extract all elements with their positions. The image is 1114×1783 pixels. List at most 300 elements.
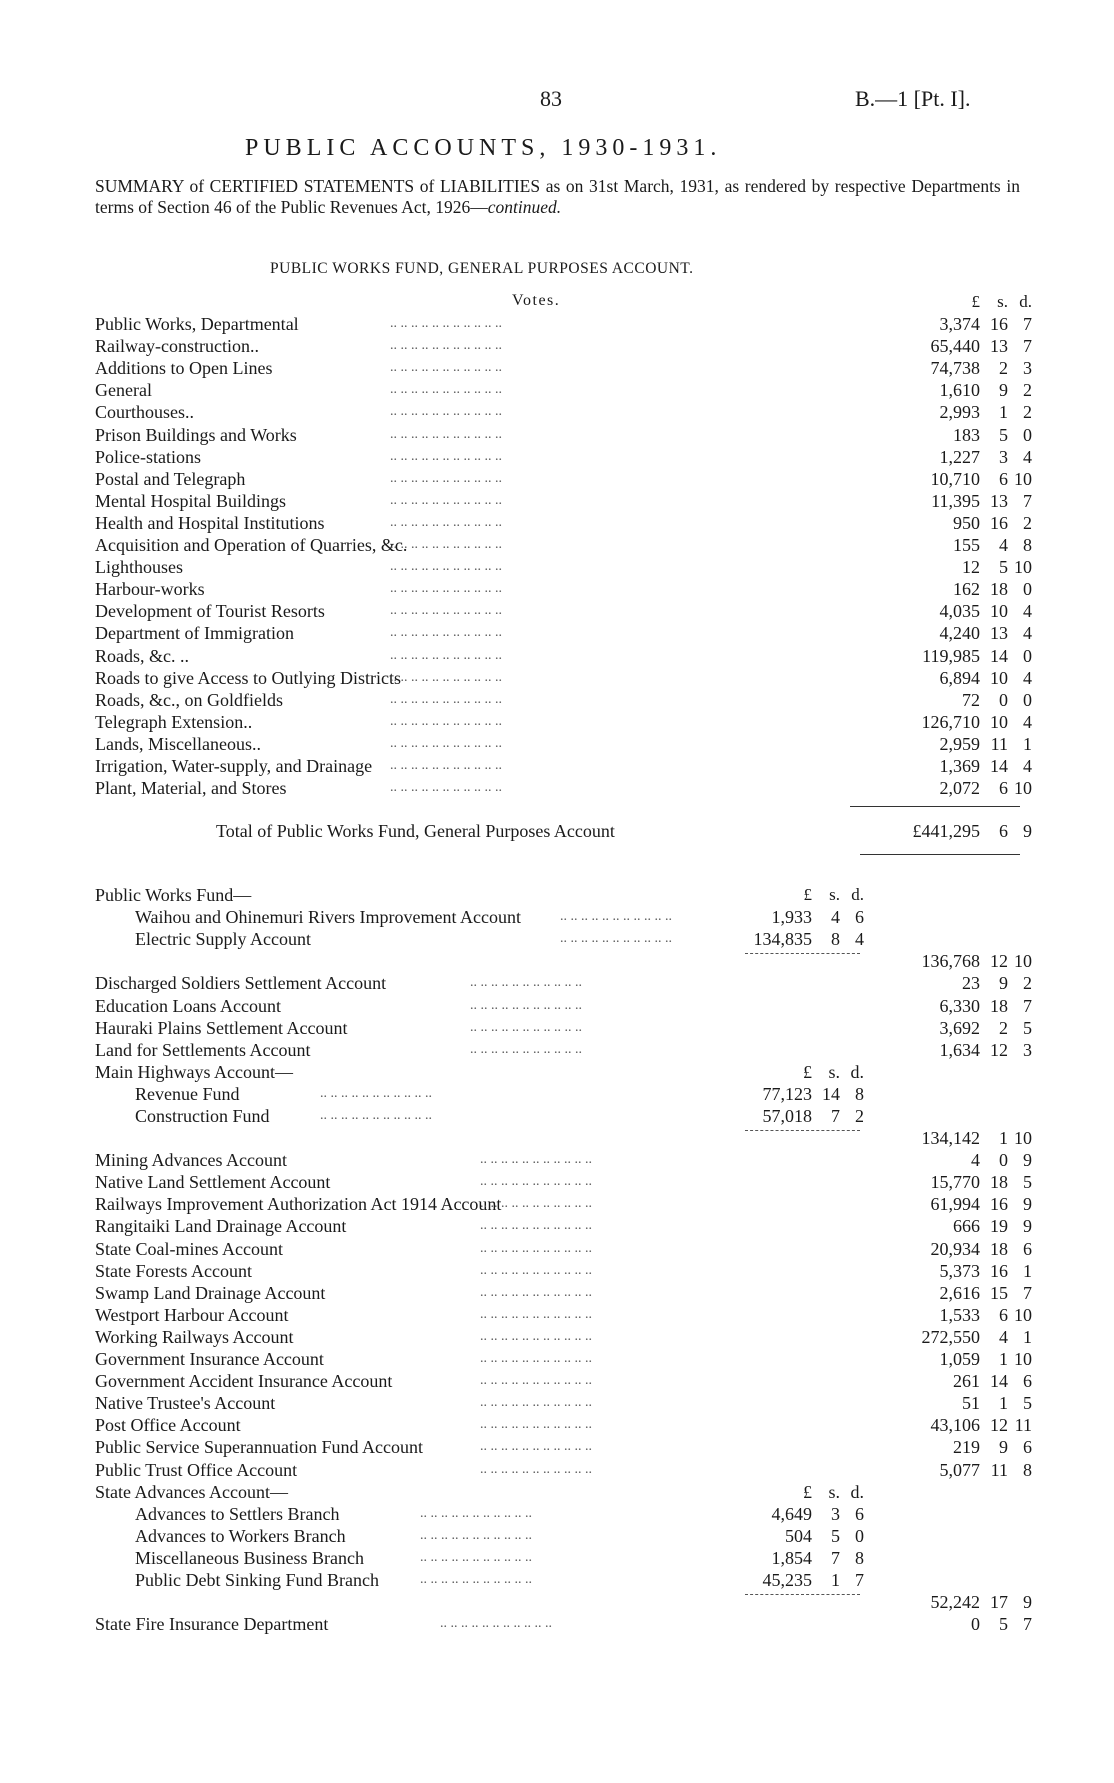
account-row: [0, 1349, 1114, 1371]
state-advances-item: [0, 1570, 1114, 1592]
vote-row: [0, 756, 1114, 778]
vote-row-pence: 7: [1023, 491, 1032, 511]
vote-row-shillings: 0: [999, 690, 1008, 710]
state-advances-currency-shillings: s.: [828, 1482, 840, 1502]
account-row: [0, 1371, 1114, 1393]
vote-row-pence: 1: [1023, 734, 1032, 754]
vote-row: [0, 425, 1114, 447]
state-advances-item-pence: 0: [855, 1526, 864, 1546]
account-row-leader: .. .. .. .. .. .. .. .. .. .. ..: [480, 1241, 592, 1256]
state-advances-item-shillings: 5: [831, 1526, 840, 1546]
account-row: [0, 1437, 1114, 1459]
accounts-currency-header-pounds: £: [803, 885, 812, 904]
vote-row-pounds: 6,894: [939, 668, 980, 688]
main-highways-item-pounds: 57,018: [762, 1106, 812, 1126]
account-row: [0, 1305, 1114, 1327]
vote-row: [0, 447, 1114, 469]
accounts-currency-header-shillings: s.: [829, 885, 840, 904]
vote-row-pence: 7: [1023, 336, 1032, 356]
summary-text: [95, 176, 1020, 218]
account-row-pence: 7: [1023, 996, 1032, 1016]
account-row-label: Public Service Superannuation Fund Account: [95, 1437, 423, 1457]
vote-row-label: Public Works, Departmental: [95, 314, 299, 334]
account-row-shillings: 16: [990, 1261, 1008, 1281]
state-advances-item-label: Miscellaneous Business Branch: [135, 1548, 364, 1568]
account-row-leader: .. .. .. .. .. .. .. .. .. .. ..: [480, 1174, 592, 1189]
vote-row-shillings: 10: [990, 601, 1008, 621]
vote-row-pounds: 65,440: [930, 336, 980, 356]
vote-row-pounds: 183: [953, 425, 980, 445]
account-row-leader: .. .. .. .. .. .. .. .. .. .. ..: [480, 1373, 592, 1388]
account-row-leader: .. .. .. .. .. .. .. .. .. .. ..: [480, 1285, 592, 1300]
vote-row-pence: 10: [1014, 469, 1032, 489]
public-works-fund-heading: [0, 885, 1114, 907]
account-row-pounds: 219: [953, 1437, 980, 1457]
main-highways-item-pounds: 77,123: [762, 1084, 812, 1104]
account-row: [0, 1172, 1114, 1194]
main-highways-total-pounds: 134,142: [921, 1128, 980, 1148]
state-advances-total-pounds: 52,242: [930, 1592, 980, 1612]
vote-row: [0, 579, 1114, 601]
vote-row-shillings: 3: [999, 447, 1008, 467]
vote-row-label: Harbour-works: [95, 579, 205, 599]
account-row-leader: .. .. .. .. .. .. .. .. .. .. ..: [480, 1196, 592, 1211]
vote-row-label: Plant, Material, and Stores: [95, 778, 287, 798]
account-row-pounds: 23: [962, 973, 980, 993]
vote-row-pounds: 155: [953, 535, 980, 555]
votes-currency-header-pence: d.: [1019, 292, 1032, 311]
votes-total-row-pounds: £441,295: [912, 821, 980, 841]
account-row-leader: .. .. .. .. .. .. .. .. .. .. ..: [470, 975, 582, 990]
public-works-fund-item-label: Electric Supply Account: [135, 929, 311, 949]
account-row-shillings: 18: [990, 996, 1008, 1016]
vote-row: [0, 314, 1114, 336]
state-advances-heading-label: State Advances Account—: [95, 1482, 288, 1502]
account-row: [0, 1018, 1114, 1040]
state-advances-item-leader: .. .. .. .. .. .. .. .. .. .. ..: [420, 1572, 532, 1587]
state-advances-item-pounds: 45,235: [762, 1570, 812, 1590]
account-row-pence: 7: [1023, 1283, 1032, 1303]
vote-row-pence: 4: [1023, 668, 1032, 688]
account-row-label: Hauraki Plains Settlement Account: [95, 1018, 348, 1038]
state-fire-insurance-row-pence: 7: [1023, 1614, 1032, 1634]
main-highways-item: [0, 1106, 1114, 1128]
state-advances-item-leader: .. .. .. .. .. .. .. .. .. .. ..: [420, 1550, 532, 1565]
account-row-pounds: 1,059: [939, 1349, 980, 1369]
vote-row-shillings: 16: [990, 314, 1008, 334]
account-row-pounds: 5,077: [939, 1460, 980, 1480]
vote-row: [0, 557, 1114, 579]
vote-row-label: Department of Immigration: [95, 623, 294, 643]
vote-row-pounds: 126,710: [921, 712, 980, 732]
main-highways-total-pence: 10: [1014, 1128, 1032, 1148]
state-advances-total-pence: 9: [1023, 1592, 1032, 1612]
public-works-fund-item-shillings: 4: [831, 907, 840, 927]
public-works-fund-total-pounds: 136,768: [921, 951, 980, 971]
summary-continued: continued.: [487, 197, 562, 217]
account-row: [0, 1327, 1114, 1349]
vote-row-pence: 7: [1023, 314, 1032, 334]
account-row-leader: .. .. .. .. .. .. .. .. .. .. ..: [470, 1020, 582, 1035]
public-works-fund-item-pence: 6: [855, 907, 864, 927]
vote-row-pence: 4: [1023, 447, 1032, 467]
vote-row-leader: .. .. .. .. .. .. .. .. .. .. ..: [390, 471, 502, 486]
vote-row: [0, 734, 1114, 756]
vote-row-pence: 0: [1023, 579, 1032, 599]
public-works-fund-item-shillings: 8: [831, 929, 840, 949]
main-highways-item-shillings: 14: [822, 1084, 840, 1104]
account-row-pence: 6: [1023, 1371, 1032, 1391]
public-works-fund-total-pence: 10: [1014, 951, 1032, 971]
account-row-pounds: 6,330: [939, 996, 980, 1016]
account-row: [0, 1261, 1114, 1283]
account-row-label: Post Office Account: [95, 1415, 241, 1435]
state-advances-item-shillings: 1: [831, 1570, 840, 1590]
main-highways-total: [0, 1128, 1114, 1150]
main-highways-currency-shillings: s.: [828, 1062, 840, 1082]
account-row-label: Mining Advances Account: [95, 1150, 287, 1170]
account-row-pounds: 15,770: [930, 1172, 980, 1192]
account-row-pence: 10: [1014, 1305, 1032, 1325]
account-row-pounds: 2,616: [939, 1283, 980, 1303]
public-works-fund-heading-label: Public Works Fund—: [95, 885, 252, 905]
main-highways-item-label: Revenue Fund: [135, 1084, 240, 1104]
account-row-label: Government Insurance Account: [95, 1349, 324, 1369]
state-fire-insurance-row: [0, 1614, 1114, 1636]
vote-row: [0, 601, 1114, 623]
account-row: [0, 1040, 1114, 1062]
account-row-pounds: 51: [962, 1393, 980, 1413]
vote-row: [0, 535, 1114, 557]
account-row-pence: 5: [1023, 1393, 1032, 1413]
vote-row-label: Roads, &c. ..: [95, 646, 189, 666]
main-highways-total-shillings: 1: [999, 1128, 1008, 1148]
account-row-label: Swamp Land Drainage Account: [95, 1283, 326, 1303]
public-works-fund-item-pounds: 1,933: [771, 907, 812, 927]
vote-row: [0, 623, 1114, 645]
vote-row-pence: 0: [1023, 690, 1032, 710]
vote-row-shillings: 5: [999, 425, 1008, 445]
votes-rule-top: [850, 806, 1020, 807]
vote-row-label: Mental Hospital Buildings: [95, 491, 286, 511]
vote-row-leader: .. .. .. .. .. .. .. .. .. .. ..: [390, 537, 502, 552]
vote-row-pence: 0: [1023, 646, 1032, 666]
state-advances-currency-pence: d.: [850, 1482, 864, 1502]
account-row-pounds: 1,533: [939, 1305, 980, 1325]
votes-total-label: Total of Public Works Fund, General Purposes Account: [216, 821, 615, 841]
account-row-pence: 9: [1023, 1150, 1032, 1170]
main-highways-heading-label: Main Highways Account—: [95, 1062, 293, 1082]
vote-row-pounds: 1,369: [939, 756, 980, 776]
state-fire-insurance-row-shillings: 5: [999, 1614, 1008, 1634]
state-advances-item: [0, 1504, 1114, 1526]
main-highways-currency-pounds: £: [803, 1062, 812, 1082]
vote-row-label: Roads to give Access to Outlying Districts: [95, 668, 401, 688]
vote-row-pence: 10: [1014, 557, 1032, 577]
account-row-pounds: 666: [953, 1216, 980, 1236]
vote-row: [0, 336, 1114, 358]
votes-heading: Votes.: [512, 292, 561, 309]
public-works-fund-total: [0, 951, 1114, 973]
vote-row-pounds: 950: [953, 513, 980, 533]
account-row-pounds: 272,550: [921, 1327, 980, 1347]
account-row: [0, 1194, 1114, 1216]
page-reference: B.—1 [Pt. I].: [855, 86, 971, 111]
account-row-pence: 9: [1023, 1216, 1032, 1236]
vote-row: [0, 402, 1114, 424]
vote-row-pounds: 2,072: [939, 778, 980, 798]
votes-currency-header-pounds: £: [971, 292, 980, 311]
vote-row-leader: .. .. .. .. .. .. .. .. .. .. ..: [390, 404, 502, 419]
vote-row-leader: .. .. .. .. .. .. .. .. .. .. ..: [390, 758, 502, 773]
state-fire-insurance-row-leader: .. .. .. .. .. .. .. .. .. .. ..: [440, 1616, 552, 1631]
vote-row-label: Health and Hospital Institutions: [95, 513, 325, 533]
account-row: [0, 1239, 1114, 1261]
vote-row-leader: .. .. .. .. .. .. .. .. .. .. ..: [390, 581, 502, 596]
vote-row-leader: .. .. .. .. .. .. .. .. .. .. ..: [390, 449, 502, 464]
account-row-leader: .. .. .. .. .. .. .. .. .. .. ..: [470, 998, 582, 1013]
votes-total-row-shillings: 6: [999, 821, 1008, 841]
main-highways-currency-pence: d.: [850, 1062, 864, 1082]
state-advances-heading: [0, 1482, 1114, 1504]
vote-row-leader: .. .. .. .. .. .. .. .. .. .. ..: [390, 316, 502, 331]
vote-row-shillings: 13: [990, 491, 1008, 511]
vote-row-shillings: 16: [990, 513, 1008, 533]
account-row-shillings: 19: [990, 1216, 1008, 1236]
state-advances-item-label: Public Debt Sinking Fund Branch: [135, 1570, 379, 1590]
vote-row-label: Acquisition and Operation of Quarries, &c.: [95, 535, 408, 555]
vote-row-pence: 4: [1023, 601, 1032, 621]
account-row-label: Government Accident Insurance Account: [95, 1371, 393, 1391]
account-row-leader: .. .. .. .. .. .. .. .. .. .. ..: [480, 1307, 592, 1322]
account-row-pounds: 261: [953, 1371, 980, 1391]
main-highways-item: [0, 1084, 1114, 1106]
public-works-fund-item: [0, 929, 1114, 951]
account-row-label: State Forests Account: [95, 1261, 252, 1281]
vote-row-label: Prison Buildings and Works: [95, 425, 297, 445]
state-advances-item-pence: 6: [855, 1504, 864, 1524]
account-row-shillings: 4: [999, 1327, 1008, 1347]
vote-row-leader: .. .. .. .. .. .. .. .. .. .. ..: [390, 382, 502, 397]
account-row: [0, 1460, 1114, 1482]
vote-row-label: Railway-construction..: [95, 336, 259, 356]
main-highways-item-leader: .. .. .. .. .. .. .. .. .. .. ..: [320, 1086, 432, 1101]
main-highways-item-pence: 2: [855, 1106, 864, 1126]
account-row-shillings: 12: [990, 1040, 1008, 1060]
vote-row-pence: 4: [1023, 712, 1032, 732]
vote-row-pounds: 1,227: [939, 447, 980, 467]
account-row-label: Land for Settlements Account: [95, 1040, 311, 1060]
state-advances-item-pounds: 504: [785, 1526, 812, 1546]
public-works-fund-item-pence: 4: [855, 929, 864, 949]
state-advances-item-label: Advances to Workers Branch: [135, 1526, 346, 1546]
vote-row-pounds: 10,710: [930, 469, 980, 489]
account-row-shillings: 1: [999, 1393, 1008, 1413]
state-advances-item-shillings: 3: [831, 1504, 840, 1524]
vote-row-pence: 3: [1023, 358, 1032, 378]
state-advances-total-shillings: 17: [990, 1592, 1008, 1612]
account-row-pence: 2: [1023, 973, 1032, 993]
vote-row-pounds: 162: [953, 579, 980, 599]
state-advances-item-pence: 7: [855, 1570, 864, 1590]
vote-row-leader: .. .. .. .. .. .. .. .. .. .. ..: [390, 493, 502, 508]
state-advances-item-pounds: 1,854: [771, 1548, 812, 1568]
state-advances-item-leader: .. .. .. .. .. .. .. .. .. .. ..: [420, 1528, 532, 1543]
vote-row-label: Additions to Open Lines: [95, 358, 273, 378]
votes-currency-header: [0, 292, 1114, 314]
main-highways-item-pence: 8: [855, 1084, 864, 1104]
vote-row-pounds: 12: [962, 557, 980, 577]
account-row-label: Rangitaiki Land Drainage Account: [95, 1216, 347, 1236]
vote-row-leader: .. .. .. .. .. .. .. .. .. .. ..: [390, 648, 502, 663]
vote-row-leader: .. .. .. .. .. .. .. .. .. .. ..: [390, 692, 502, 707]
main-highways-item-leader: .. .. .. .. .. .. .. .. .. .. ..: [320, 1108, 432, 1123]
public-works-fund-item-pounds: 134,835: [753, 929, 812, 949]
vote-row: [0, 380, 1114, 402]
account-row-shillings: 9: [999, 1437, 1008, 1457]
vote-row: [0, 668, 1114, 690]
account-row-leader: .. .. .. .. .. .. .. .. .. .. ..: [480, 1395, 592, 1410]
account-row-pounds: 4: [971, 1150, 980, 1170]
main-highways-item-shillings: 7: [831, 1106, 840, 1126]
account-row-label: Native Trustee's Account: [95, 1393, 276, 1413]
vote-row-shillings: 13: [990, 623, 1008, 643]
vote-row-label: Lighthouses: [95, 557, 183, 577]
account-row-shillings: 11: [990, 1460, 1008, 1480]
votes-rule-bottom: [860, 854, 1020, 855]
account-row: [0, 973, 1114, 995]
account-row-leader: .. .. .. .. .. .. .. .. .. .. ..: [480, 1263, 592, 1278]
vote-row-label: Development of Tourist Resorts: [95, 601, 325, 621]
vote-row: [0, 646, 1114, 668]
account-row-shillings: 12: [990, 1415, 1008, 1435]
vote-row-pence: 10: [1014, 778, 1032, 798]
section-title: PUBLIC WORKS FUND, GENERAL PURPOSES ACCOUNT.: [270, 260, 694, 277]
vote-row-shillings: 11: [990, 734, 1008, 754]
vote-row-shillings: 6: [999, 778, 1008, 798]
account-row-leader: .. .. .. .. .. .. .. .. .. .. ..: [480, 1351, 592, 1366]
vote-row: [0, 491, 1114, 513]
vote-row-label: General: [95, 380, 152, 400]
vote-row-shillings: 18: [990, 579, 1008, 599]
vote-row-shillings: 13: [990, 336, 1008, 356]
state-advances-item-shillings: 7: [831, 1548, 840, 1568]
vote-row-shillings: 5: [999, 557, 1008, 577]
account-row-shillings: 18: [990, 1239, 1008, 1259]
account-row-shillings: 9: [999, 973, 1008, 993]
account-row-pence: 10: [1014, 1349, 1032, 1369]
state-advances-item: [0, 1548, 1114, 1570]
account-row-pence: 5: [1023, 1018, 1032, 1038]
account-row-shillings: 18: [990, 1172, 1008, 1192]
vote-row-pounds: 11,395: [931, 491, 980, 511]
account-row-leader: .. .. .. .. .. .. .. .. .. .. ..: [470, 1042, 582, 1057]
account-row: [0, 1150, 1114, 1172]
vote-row-leader: .. .. .. .. .. .. .. .. .. .. ..: [390, 714, 502, 729]
account-row-shillings: 1: [999, 1349, 1008, 1369]
vote-row: [0, 469, 1114, 491]
account-row-pence: 9: [1023, 1194, 1032, 1214]
vote-row-label: Courthouses..: [95, 402, 194, 422]
summary-body: SUMMARY of CERTIFIED STATEMENTS of LIABILITIES as on 31st March, 1931, as rendered by respective Departments in terms of Section 46 of the Public Revenues Act, 1926—: [95, 176, 1020, 217]
account-row-pence: 1: [1023, 1327, 1032, 1347]
vote-row-pence: 8: [1023, 535, 1032, 555]
state-advances-item-leader: .. .. .. .. .. .. .. .. .. .. ..: [420, 1506, 532, 1521]
account-row-label: Public Trust Office Account: [95, 1460, 298, 1480]
state-advances-item-pounds: 4,649: [771, 1504, 812, 1524]
account-row-shillings: 0: [999, 1150, 1008, 1170]
vote-row-shillings: 6: [999, 469, 1008, 489]
vote-row-shillings: 2: [999, 358, 1008, 378]
account-row-pence: 3: [1023, 1040, 1032, 1060]
main-highways-heading: [0, 1062, 1114, 1084]
vote-row-shillings: 4: [999, 535, 1008, 555]
vote-row: [0, 358, 1114, 380]
vote-row-pounds: 2,993: [939, 402, 980, 422]
vote-row-shillings: 10: [990, 712, 1008, 732]
state-advances-item-pence: 8: [855, 1548, 864, 1568]
account-row-leader: .. .. .. .. .. .. .. .. .. .. ..: [480, 1218, 592, 1233]
vote-row-pence: 0: [1023, 425, 1032, 445]
vote-row-leader: .. .. .. .. .. .. .. .. .. .. ..: [390, 670, 502, 685]
account-row-leader: .. .. .. .. .. .. .. .. .. .. ..: [480, 1152, 592, 1167]
page-title: PUBLIC ACCOUNTS, 1930-1931.: [245, 135, 722, 161]
vote-row-label: Lands, Miscellaneous..: [95, 734, 261, 754]
account-row: [0, 1415, 1114, 1437]
vote-row-pounds: 2,959: [939, 734, 980, 754]
vote-row-shillings: 14: [990, 756, 1008, 776]
account-row-leader: .. .. .. .. .. .. .. .. .. .. ..: [480, 1439, 592, 1454]
account-row-pence: 6: [1023, 1239, 1032, 1259]
vote-row-leader: .. .. .. .. .. .. .. .. .. .. ..: [390, 603, 502, 618]
account-row-pence: 8: [1023, 1460, 1032, 1480]
vote-row-pounds: 119,985: [922, 646, 980, 666]
vote-row-leader: .. .. .. .. .. .. .. .. .. .. ..: [390, 360, 502, 375]
account-row-pounds: 3,692: [939, 1018, 980, 1038]
vote-row-label: Roads, &c., on Goldfields: [95, 690, 283, 710]
account-row-pounds: 5,373: [939, 1261, 980, 1281]
main-highways-item-label: Construction Fund: [135, 1106, 270, 1126]
vote-row-pounds: 4,240: [939, 623, 980, 643]
vote-row-shillings: 14: [990, 646, 1008, 666]
vote-row-label: Postal and Telegraph: [95, 469, 246, 489]
account-row-pence: 5: [1023, 1172, 1032, 1192]
account-row-label: State Coal-mines Account: [95, 1239, 283, 1259]
account-row-pounds: 1,634: [939, 1040, 980, 1060]
public-works-fund-item: [0, 907, 1114, 929]
account-row-leader: .. .. .. .. .. .. .. .. .. .. ..: [480, 1462, 592, 1477]
account-row: [0, 1216, 1114, 1238]
account-row-label: Westport Harbour Account: [95, 1305, 289, 1325]
account-row-label: Railways Improvement Authorization Act 1914 Account: [95, 1194, 502, 1214]
votes-total-row: [0, 821, 1114, 843]
account-row-leader: .. .. .. .. .. .. .. .. .. .. ..: [480, 1417, 592, 1432]
account-row-pence: 1: [1023, 1261, 1032, 1281]
vote-row-leader: .. .. .. .. .. .. .. .. .. .. ..: [390, 559, 502, 574]
account-row-pence: 11: [1014, 1415, 1032, 1435]
account-row-shillings: 15: [990, 1283, 1008, 1303]
vote-row-pounds: 1,610: [939, 380, 980, 400]
state-fire-insurance-row-label: State Fire Insurance Department: [95, 1614, 329, 1634]
account-row-label: Education Loans Account: [95, 996, 281, 1016]
page-number: 83: [540, 86, 562, 111]
vote-row-leader: .. .. .. .. .. .. .. .. .. .. ..: [390, 427, 502, 442]
account-row-label: Discharged Soldiers Settlement Account: [95, 973, 387, 993]
vote-row-leader: .. .. .. .. .. .. .. .. .. .. ..: [390, 736, 502, 751]
vote-row-pence: 4: [1023, 756, 1032, 776]
vote-row: [0, 513, 1114, 535]
account-row-pounds: 20,934: [930, 1239, 980, 1259]
